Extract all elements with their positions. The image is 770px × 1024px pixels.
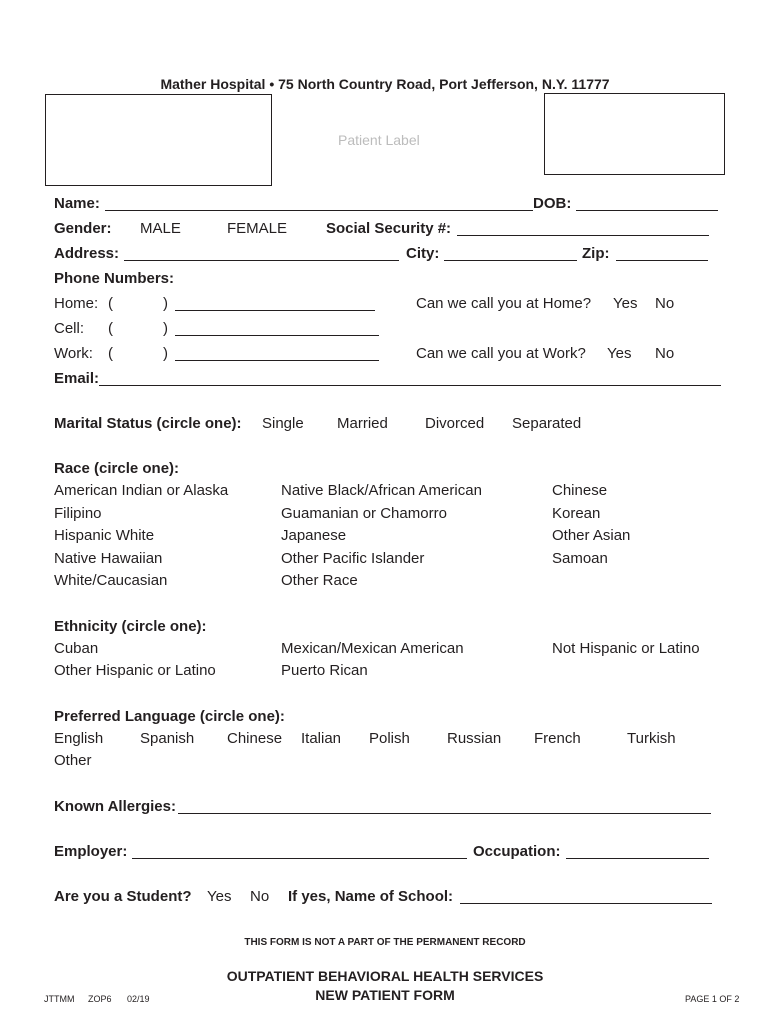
email-label: Email: bbox=[54, 370, 100, 387]
home-area-open: ( bbox=[108, 295, 113, 312]
language-option-other[interactable]: Other bbox=[54, 752, 92, 769]
footer-title-line2: NEW PATIENT FORM bbox=[315, 987, 455, 1003]
work-phone-label: Work: bbox=[54, 345, 93, 362]
home-phone-field[interactable] bbox=[175, 310, 375, 311]
call-work-yes[interactable]: Yes bbox=[607, 345, 632, 362]
race-option[interactable]: Guamanian or Chamorro bbox=[281, 505, 447, 522]
patient-label-box-left bbox=[45, 94, 272, 186]
work-phone-field[interactable] bbox=[175, 360, 379, 361]
work-area-close: ) bbox=[163, 345, 168, 362]
race-option[interactable]: American Indian or Alaska bbox=[54, 482, 229, 499]
language-option[interactable]: Turkish bbox=[627, 730, 676, 747]
ssn-label: Social Security #: bbox=[326, 220, 452, 237]
ethnicity-option[interactable]: Cuban bbox=[54, 640, 99, 657]
student-yes[interactable]: Yes bbox=[207, 888, 232, 905]
form-code-2: ZOP6 bbox=[88, 994, 112, 1004]
race-option[interactable]: White/Caucasian bbox=[54, 572, 168, 589]
phone-numbers-label: Phone Numbers: bbox=[54, 270, 175, 287]
race-option[interactable]: Other Asian bbox=[552, 527, 631, 544]
allergies-field[interactable] bbox=[178, 813, 711, 814]
ethnicity-option[interactable]: Puerto Rican bbox=[281, 662, 368, 679]
patient-label-text: Patient Label bbox=[338, 132, 420, 148]
call-home-yes[interactable]: Yes bbox=[613, 295, 638, 312]
employer-label: Employer: bbox=[54, 843, 128, 860]
call-home-no[interactable]: No bbox=[655, 295, 675, 312]
race-option[interactable]: Korean bbox=[552, 505, 601, 522]
city-field[interactable] bbox=[444, 260, 577, 261]
school-field[interactable] bbox=[460, 903, 712, 904]
call-work-no[interactable]: No bbox=[655, 345, 675, 362]
name-label: Name: bbox=[54, 195, 100, 212]
zip-field[interactable] bbox=[616, 260, 708, 261]
email-field[interactable] bbox=[99, 385, 721, 386]
home-area-close: ) bbox=[163, 295, 168, 312]
call-work-question: Can we call you at Work? bbox=[416, 345, 586, 362]
race-option[interactable]: Samoan bbox=[552, 550, 608, 567]
marital-option[interactable]: Single bbox=[262, 415, 304, 432]
language-option[interactable]: English bbox=[54, 730, 104, 747]
student-label: Are you a Student? bbox=[54, 888, 192, 905]
ethnicity-label: Ethnicity (circle one): bbox=[54, 618, 207, 635]
name-field[interactable] bbox=[105, 210, 533, 211]
race-option[interactable]: Other Race bbox=[281, 572, 358, 589]
language-option[interactable]: Polish bbox=[369, 730, 410, 747]
race-option[interactable]: Japanese bbox=[281, 527, 347, 544]
language-label: Preferred Language (circle one): bbox=[54, 708, 285, 725]
page-number: PAGE 1 OF 2 bbox=[685, 994, 740, 1004]
ssn-field[interactable] bbox=[457, 235, 709, 236]
footer-title-line1: OUTPATIENT BEHAVIORAL HEALTH SERVICES bbox=[226, 968, 544, 984]
language-option[interactable]: Chinese bbox=[227, 730, 283, 747]
home-phone-label: Home: bbox=[54, 295, 99, 312]
ethnicity-option[interactable]: Mexican/Mexican American bbox=[281, 640, 464, 657]
form-code-1: JTTMM bbox=[44, 994, 75, 1004]
language-option[interactable]: French bbox=[534, 730, 581, 747]
cell-area-close: ) bbox=[163, 320, 168, 337]
marital-option[interactable]: Separated bbox=[512, 415, 582, 432]
call-home-question: Can we call you at Home? bbox=[416, 295, 592, 312]
race-option[interactable]: Native Hawaiian bbox=[54, 550, 163, 567]
school-label: If yes, Name of School: bbox=[288, 888, 454, 905]
cell-phone-field[interactable] bbox=[175, 335, 379, 336]
gender-female-option[interactable]: FEMALE bbox=[227, 220, 288, 237]
cell-area-open: ( bbox=[108, 320, 113, 337]
gender-male-option[interactable]: MALE bbox=[140, 220, 181, 237]
marital-option[interactable]: Married bbox=[337, 415, 388, 432]
marital-option[interactable]: Divorced bbox=[425, 415, 485, 432]
employer-field[interactable] bbox=[132, 858, 467, 859]
patient-label-box-right bbox=[544, 93, 725, 175]
zip-label: Zip: bbox=[582, 245, 610, 262]
race-option[interactable]: Native Black/African American bbox=[281, 482, 482, 499]
allergies-label: Known Allergies: bbox=[54, 798, 176, 815]
race-option[interactable]: Filipino bbox=[54, 505, 102, 522]
language-option[interactable]: Russian bbox=[447, 730, 502, 747]
address-field[interactable] bbox=[124, 260, 399, 261]
dob-label: DOB: bbox=[533, 195, 572, 212]
race-option[interactable]: Hispanic White bbox=[54, 527, 155, 544]
race-option[interactable]: Chinese bbox=[552, 482, 608, 499]
hospital-header: Mather Hospital • 75 North Country Road, Port Jefferson, N.Y. 11777 bbox=[160, 76, 610, 92]
form-code-date: 02/19 bbox=[127, 994, 150, 1004]
race-label: Race (circle one): bbox=[54, 460, 180, 477]
cell-phone-label: Cell: bbox=[54, 320, 85, 337]
city-label: City: bbox=[406, 245, 440, 262]
ethnicity-option[interactable]: Other Hispanic or Latino bbox=[54, 662, 216, 679]
occupation-label: Occupation: bbox=[473, 843, 561, 860]
student-no[interactable]: No bbox=[250, 888, 270, 905]
language-option[interactable]: Spanish bbox=[140, 730, 195, 747]
race-option[interactable]: Other Pacific Islander bbox=[281, 550, 425, 567]
work-area-open: ( bbox=[108, 345, 113, 362]
dob-field[interactable] bbox=[576, 210, 718, 211]
occupation-field[interactable] bbox=[566, 858, 709, 859]
marital-status-label: Marital Status (circle one): bbox=[54, 415, 242, 432]
permanent-record-notice: THIS FORM IS NOT A PART OF THE PERMANENT RECORD bbox=[244, 937, 526, 948]
address-label: Address: bbox=[54, 245, 120, 262]
ethnicity-option[interactable]: Not Hispanic or Latino bbox=[552, 640, 700, 657]
gender-label: Gender: bbox=[54, 220, 112, 237]
language-option[interactable]: Italian bbox=[301, 730, 342, 747]
